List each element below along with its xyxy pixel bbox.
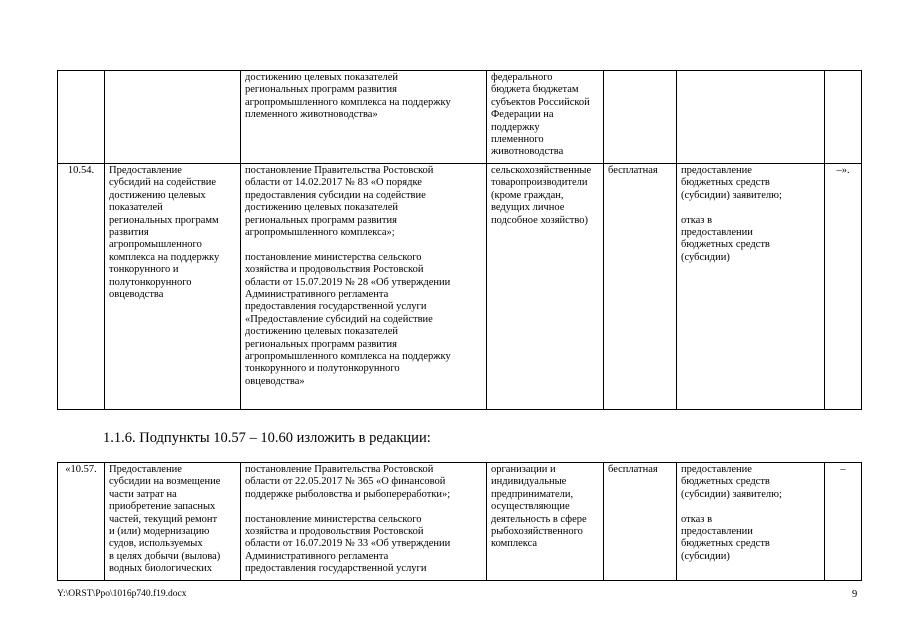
cell-legal-basis	[241, 164, 487, 410]
cell-text-line: области от 15.07.2019 № 28 «Об утверждении	[245, 276, 451, 288]
cell-text-line: постановление Правительства Ростовской	[245, 464, 434, 475]
cell-text-line: Административного регламента	[245, 289, 389, 301]
cell-text-line: предоставлении	[681, 526, 753, 538]
cell-text-line: комплекса	[491, 538, 538, 550]
cell-text-line: региональных программ развития	[245, 84, 397, 96]
cell-legal-basis	[241, 463, 487, 581]
cell-text-line: (субсидии)	[681, 251, 730, 263]
services-table-top	[57, 70, 862, 410]
cell-cost: бесплатная	[604, 463, 677, 581]
cell-text-line: подсобное хозяйство)	[491, 214, 589, 226]
cell-text-line: достижению целевых показателей	[245, 72, 399, 83]
cell-number: 10.54.	[58, 164, 105, 410]
cell-text-line: (субсидии) заявителю;	[681, 189, 782, 201]
cell-text-line: приобретение запасных	[109, 501, 216, 513]
cell-text-line: постановление министерства сельского	[245, 513, 422, 525]
page-number: 9	[852, 589, 858, 600]
cell-text-line: отказ в	[681, 513, 713, 525]
cell-text-line: поддержку	[491, 121, 540, 133]
paragraph-gap	[245, 239, 482, 251]
cell-text-line: достижению целевых	[109, 189, 206, 201]
cell-number: «10.57.	[58, 463, 105, 581]
cell-text-line: достижению целевых показателей	[245, 202, 399, 214]
cell-note: –	[825, 463, 862, 581]
cell-text-line: в целях добычи (вылова)	[109, 550, 221, 562]
cell-text-line: части затрат на	[109, 488, 177, 500]
cell-text-line: постановление Правительства Ростовской	[245, 165, 434, 176]
cell-text-line: судов, используемых	[109, 538, 203, 550]
cell-text-line: области от 16.07.2019 № 33 «Об утверждении	[245, 538, 451, 550]
cell-text-line: осуществляющие	[491, 501, 570, 513]
cell-result	[677, 71, 825, 164]
cell-text-line: рыбохозяйственного	[491, 526, 583, 538]
cell-text-line: Административного регламента	[245, 550, 389, 562]
cell-cost: бесплатная	[604, 164, 677, 410]
cell-text-line: (субсидии) заявителю;	[681, 488, 782, 500]
cell-text-line: агропромышленного	[109, 239, 202, 251]
cell-text-line: полутонкорунного	[109, 276, 192, 288]
cell-text-line: бюджетных средств	[681, 476, 770, 488]
cell-text-line: области от 14.02.2017 № 83 «О порядке	[245, 177, 422, 189]
table-row	[58, 164, 862, 410]
cell-text-line: агропромышленного комплекса на поддержку	[245, 96, 451, 108]
paragraph-gap	[681, 501, 820, 513]
cell-text-line: хозяйства и продовольствия Ростовской	[245, 264, 424, 276]
cell-text-line: племенного животноводства»	[245, 109, 378, 121]
section-heading: 1.1.6. Подпункты 10.57 – 10.60 изложить в редакции:	[103, 430, 431, 446]
cell-text-line: водных биологических	[109, 563, 213, 575]
cell-text-line: развития	[109, 227, 149, 239]
cell-text-line: племенного	[491, 134, 544, 146]
cell-text-line: индивидуальные	[491, 476, 567, 488]
cell-text-line: тонкорунного и полутонкорунного	[245, 363, 400, 375]
cell-text-line: организации и	[491, 464, 556, 475]
cell-recipients	[487, 71, 604, 164]
cell-text-line: деятельность в сфере	[491, 513, 587, 525]
cell-text-line: субъектов Российской	[491, 96, 590, 108]
cell-text-line: предоставление	[681, 165, 752, 176]
cell-text-line: федерального	[491, 72, 553, 83]
cell-text-line: ведущих личное	[491, 202, 565, 214]
cell-text-line: бюджетных средств	[681, 177, 770, 189]
cell-text-line: бюджета бюджетам	[491, 84, 579, 96]
cell-result	[677, 463, 825, 581]
cell-text-line: региональных программ развития	[245, 338, 397, 350]
cell-service-name	[105, 463, 241, 581]
cell-text-line: региональных программ развития	[245, 214, 397, 226]
cell-text-line: и (или) модернизацию	[109, 526, 210, 538]
cell-text-line: предоставления государственной услуги	[245, 301, 427, 313]
paragraph-gap	[245, 501, 482, 513]
cell-text-line: «Предоставление субсидий на содействие	[245, 313, 433, 325]
cell-text-line: региональных программ	[109, 214, 219, 226]
cell-text-line: животноводства	[491, 146, 564, 158]
services-table-bottom	[57, 462, 862, 581]
cell-text-line: достижению целевых показателей	[245, 326, 399, 338]
cell-service-name	[105, 164, 241, 410]
cell-text-line: субсидии на возмещение	[109, 476, 221, 488]
cell-result	[677, 164, 825, 410]
cell-text-line: Предоставление	[109, 464, 182, 475]
cell-text-line: комплекса на поддержку	[109, 251, 220, 263]
cell-text-line: (субсидии)	[681, 550, 730, 562]
cell-text-line: (кроме граждан,	[491, 189, 564, 201]
cell-recipients	[487, 463, 604, 581]
cell-text-line: поддержке рыболовства и рыбопереработки»;	[245, 488, 451, 500]
cell-text-line: сельскохозяйственные	[491, 165, 592, 176]
cell-text-line: тонкорунного и	[109, 264, 179, 276]
cell-text-line: хозяйства и продовольствия Ростовской	[245, 526, 424, 538]
cell-note: –».	[825, 164, 862, 410]
footer-file-path: Y:\ORST\Ppo\1016p740.f19.docx	[57, 589, 187, 599]
table-row	[58, 463, 862, 581]
cell-recipients	[487, 164, 604, 410]
paragraph-gap	[681, 202, 820, 214]
cell-text-line: агропромышленного комплекса на поддержку	[245, 351, 451, 363]
cell-legal-basis	[241, 71, 487, 164]
cell-text-line: овцеводства	[109, 289, 164, 301]
cell-cost	[604, 71, 677, 164]
cell-text-line: бюджетных средств	[681, 538, 770, 550]
cell-text-line: показателей	[109, 202, 163, 214]
cell-text-line: Федерации на	[491, 109, 554, 121]
cell-text-line: постановление министерства сельского	[245, 251, 422, 263]
cell-text-line: Предоставление	[109, 165, 182, 176]
cell-text-line: овцеводства»	[245, 375, 305, 387]
cell-text-line: агропромышленного комплекса»;	[245, 227, 395, 239]
cell-text-line: предоставления государственной услуги	[245, 563, 427, 575]
cell-text-line: предоставление	[681, 464, 752, 475]
cell-text-line: отказ в	[681, 214, 713, 226]
table-row	[58, 71, 862, 164]
cell-text-line: частей, текущий ремонт	[109, 513, 218, 525]
cell-text-line: товаропроизводители	[491, 177, 588, 189]
cell-text-line: субсидий на содействие	[109, 177, 217, 189]
cell-text-line: предприниматели,	[491, 488, 574, 500]
cell-text-line: бюджетных средств	[681, 239, 770, 251]
cell-service-name	[105, 71, 241, 164]
cell-text-line: предоставления субсидии на содействие	[245, 189, 426, 201]
cell-text-line: области от 22.05.2017 № 365 «О финансовой	[245, 476, 446, 488]
cell-note	[825, 71, 862, 164]
cell-text-line: предоставлении	[681, 227, 753, 239]
cell-number	[58, 71, 105, 164]
